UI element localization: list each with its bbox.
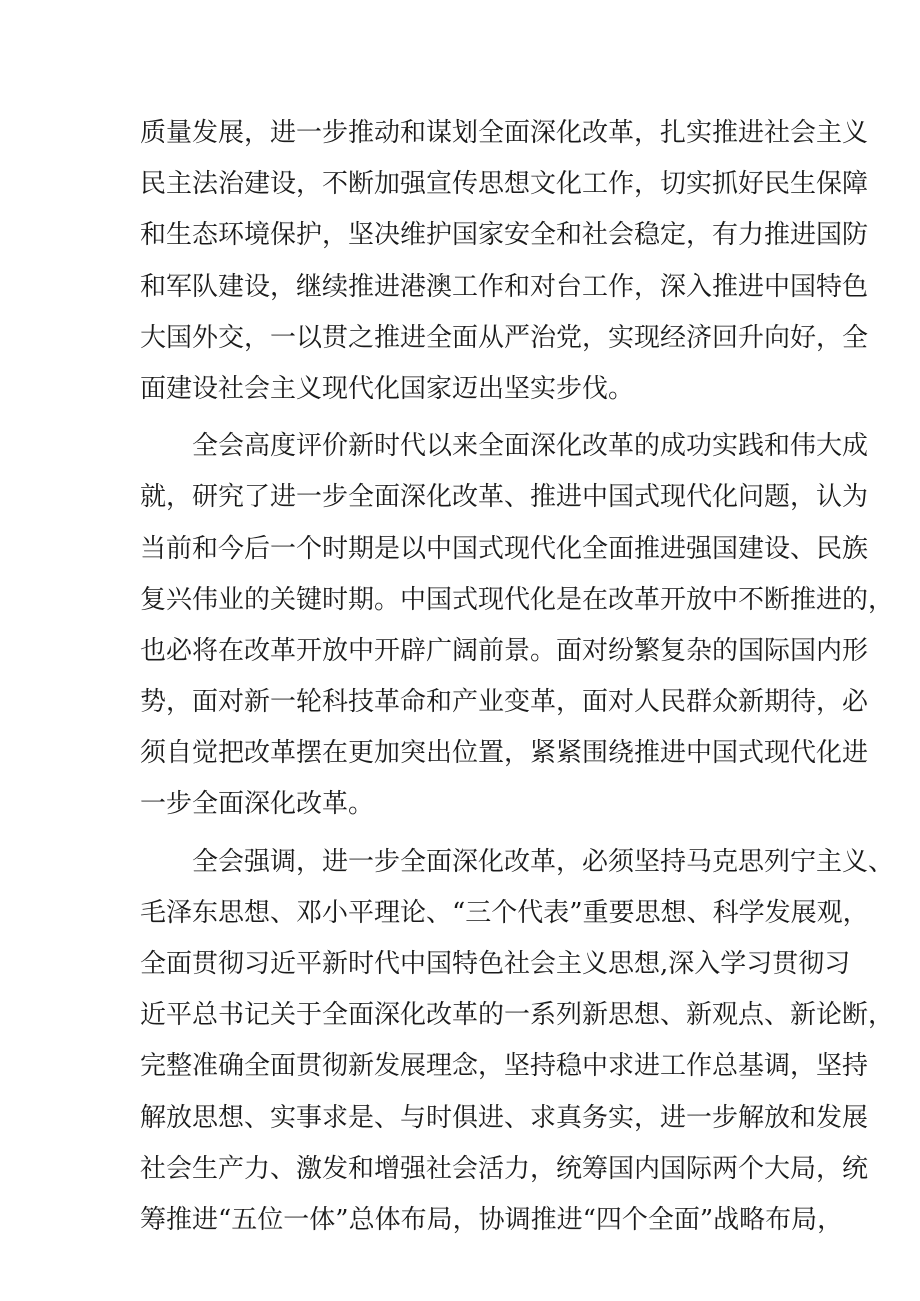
paragraph-1-line-4: 和军队建设，继续推进港澳工作和对台工作，深入推进中国特色 — [140, 271, 869, 302]
paragraph-2-line-4: 复兴伟业的关键时期。中国式现代化是在改革开放中不断推进的， — [140, 584, 895, 615]
paragraph-3-line-2: 毛泽东思想、邓小平理论、“三个代表”重要思想、科学发展观， — [140, 897, 869, 928]
paragraph-1-line-6: 面建设社会主义现代化国家迈出坚实步伐。 — [140, 373, 635, 404]
paragraph-2-line-2: 就，研究了进一步全面深化改革、推进中国式现代化问题，认为 — [140, 482, 869, 513]
paragraph-3-line-5: 完整准确全面贯彻新发展理念，坚持稳中求进工作总基调，坚持 — [140, 1051, 869, 1082]
paragraph-2-line-7: 须自觉把改革摆在更加突出位置，紧紧围绕推进中国式现代化进 — [140, 738, 869, 769]
paragraph-2-line-6: 势，面对新一轮科技革命和产业变革，面对人民群众新期待，必 — [140, 687, 869, 718]
paragraph-2-line-8: 一步全面深化改革。 — [140, 789, 375, 820]
paragraph-2-line-5: 也必将在改革开放中开辟广阔前景。面对纷繁复杂的国际国内形 — [140, 635, 869, 666]
paragraph-3-line-3: 全面贯彻习近平新时代中国特色社会主义思想,深入学习贯彻习 — [140, 949, 851, 979]
paragraph-2-line-1: 全会高度评价新时代以来全面深化改革的成功实践和伟大成 — [192, 431, 869, 462]
paragraph-3-line-8: 筹推进“五位一体”总体布局，协调推进“四个全面”战略布局， — [140, 1204, 844, 1235]
document-body — [140, 108, 895, 1246]
paragraph-3-line-6: 解放思想、实事求是、与时俱进、求真务实，进一步解放和发展 — [140, 1102, 869, 1133]
paragraph-1-line-3: 和生态环境保护，坚决维护国家安全和社会稳定，有力推进国防 — [140, 220, 869, 251]
paragraph-3-line-1: 全会强调，进一步全面深化改革，必须坚持马克思列宁主义、 — [192, 846, 895, 877]
paragraph-2-line-3: 当前和今后一个时期是以中国式现代化全面推进强国建设、民族 — [140, 533, 869, 564]
paragraph-3-line-4: 近平总书记关于全面深化改革的一系列新思想、新观点、新论断， — [140, 1000, 895, 1031]
paragraph-1-line-2: 民主法治建设，不断加强宣传思想文化工作，切实抓好民生保障 — [140, 169, 869, 200]
paragraph-1-line-1: 质量发展，进一步推动和谋划全面深化改革，扎实推进社会主义 — [140, 118, 869, 148]
paragraph-3-line-7: 社会生产力、激发和增强社会活力，统筹国内国际两个大局，统 — [140, 1153, 869, 1184]
paragraph-1-line-5: 大国外交，一以贯之推进全面从严治党，实现经济回升向好，全 — [140, 322, 869, 353]
